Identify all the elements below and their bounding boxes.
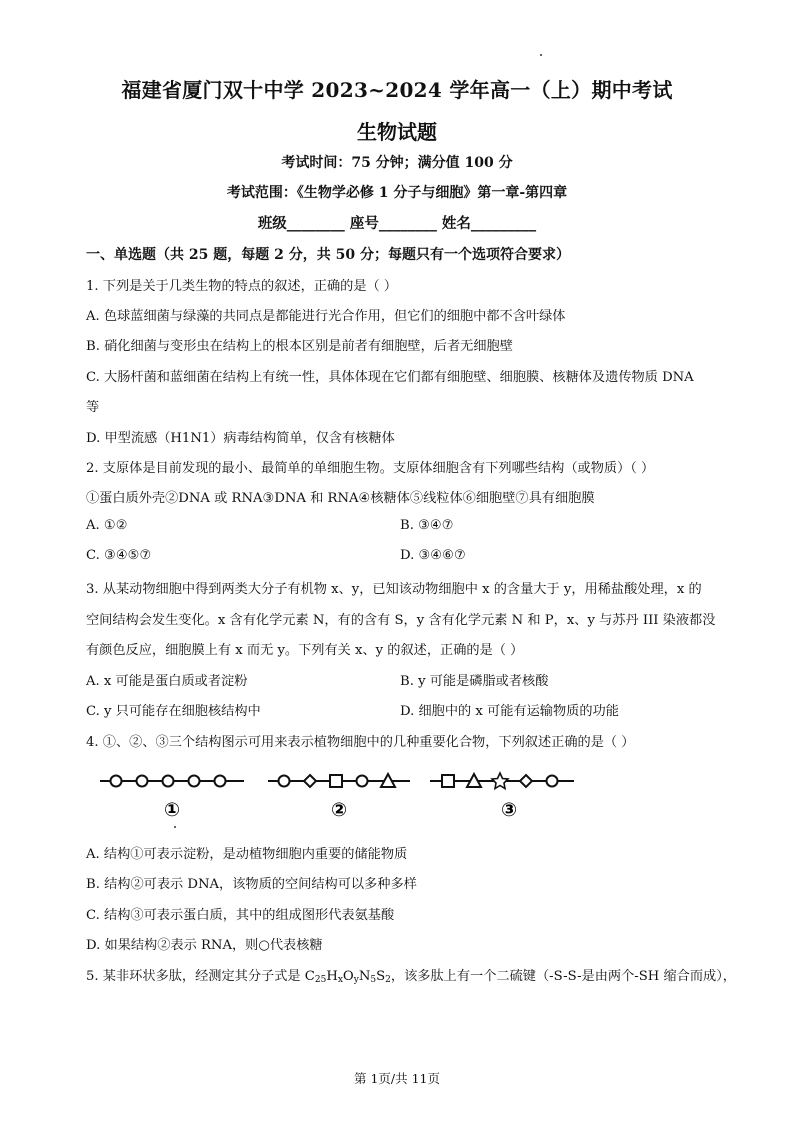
structure-1-chain <box>100 776 244 787</box>
exam-title: 福建省厦门双十中学 2023~2024 学年高一（上）期中考试 <box>121 78 673 102</box>
q4-option-a: A. 结构①可表示淀粉，是动植物细胞内重要的储能物质 <box>86 847 408 862</box>
formula-h: H <box>326 969 338 984</box>
q5-stem-prefix: 5. 某非环状多肽，经测定其分子式是 C <box>86 969 315 984</box>
q3-stem-line2: 空间结构会发生变化。x 含有化学元素 N，有的含有 S，y 含有化学元素 N 和 P，x、y 与苏丹 III 染液都没 <box>86 613 716 628</box>
formula-sub-c: 25 <box>314 975 327 985</box>
q3-option-a: A. x 可能是蛋白质或者淀粉 <box>86 674 248 689</box>
exam-time-info: 考试时间：75 分钟；满分值 100 分 <box>281 155 513 171</box>
section-heading: 一、单选题（共 25 题，每题 2 分，共 50 分；每题只有一个选项符合要求） <box>86 247 570 263</box>
formula-sub-n: 5 <box>370 975 377 985</box>
structure-3-chain <box>430 773 574 789</box>
q2-option-c: C. ③④⑤⑦ <box>86 548 152 563</box>
q2-option-d: D. ③④⑥⑦ <box>400 548 466 563</box>
q1-stem: 1. 下列是关于几类生物的特点的叙述，正确的是（ ） <box>86 279 398 294</box>
formula-n: N <box>358 969 371 984</box>
q4-stem: 4. ①、②、③三个结构图示可用来表示植物细胞中的几种重要化合物，下列叙述正确的是（ ） <box>86 735 635 750</box>
q1-option-a: A. 色球蓝细菌与绿藻的共同点是都能进行光合作用，但它们的细胞中都不含叶绿体 <box>86 309 566 324</box>
q2-stem: 2. 支原体是目前发现的最小、最简单的单细胞生物。支原体细胞含有下列哪些结构（或物质）（ ） <box>86 461 655 476</box>
q1-option-c-cont: 等 <box>86 400 100 415</box>
scan-speck <box>174 826 176 828</box>
q2-option-a: A. ①② <box>86 518 128 533</box>
q4-option-b: B. 结构②可表示 DNA，该物质的空间结构可以多种多样 <box>86 877 417 892</box>
q4-option-c: C. 结构③可表示蛋白质，其中的组成图形代表氨基酸 <box>86 908 395 923</box>
scan-speck <box>540 54 542 56</box>
molecule-structure-diagram <box>96 768 596 824</box>
q3-stem-line1: 3. 从某动物细胞中得到两类大分子有机物 x、y，已知该动物细胞中 x 的含量大于 y，用稀盐酸处理，x 的 <box>86 582 702 597</box>
q2-option-b: B. ③④⑦ <box>400 518 454 533</box>
structure-2-chain <box>268 774 410 787</box>
structure-2-label: ② <box>330 799 348 821</box>
q2-items: ①蛋白质外壳②DNA 或 RNA③DNA 和 RNA④核糖体⑤线粒体⑥细胞壁⑦具有细胞膜 <box>86 491 595 506</box>
formula-o: O <box>342 969 354 984</box>
exam-scope: 考试范围：《生物学必修 1 分子与细胞》第一章-第四章 <box>226 185 568 201</box>
formula-sub-h: x <box>337 975 343 985</box>
q3-option-c: C. y 只可能存在细胞核结构中 <box>86 704 261 719</box>
q5-stem-suffix: ，该多肽上有一个二硫键（-S-S-是由两个-SH 缩合而成）， <box>390 969 736 984</box>
formula-s: S <box>376 969 386 984</box>
student-info-fields: 班级________ 座号________ 姓名_________ <box>257 215 537 232</box>
q4-option-d: D. 如果结构②表示 RNA，则○代表核糖 <box>86 938 323 953</box>
structure-1-label: ① <box>163 799 181 821</box>
subject-title: 生物试题 <box>357 120 437 144</box>
q3-stem-line3: 有颜色反应，细胞膜上有 x 而无 y。下列有关 x、y 的叙述，正确的是（ ） <box>86 643 524 658</box>
q1-option-b: B. 硝化细菌与变形虫在结构上的根本区别是前者有细胞壁，后者无细胞壁 <box>86 339 513 354</box>
formula-sub-s: 2 <box>385 975 391 985</box>
structure-3-label: ③ <box>500 799 518 821</box>
q3-option-d: D. 细胞中的 x 可能有运输物质的功能 <box>400 704 619 719</box>
q1-option-c: C. 大肠杆菌和蓝细菌在结构上有统一性，具体体现在它们都有细胞壁、细胞膜、核糖体及遗传物质 DNA <box>86 370 694 385</box>
q1-option-d: D. 甲型流感（H1N1）病毒结构简单，仅含有核糖体 <box>86 431 395 446</box>
page-number: 第 1页/共 11页 <box>353 1071 441 1086</box>
q5-stem <box>86 965 736 985</box>
formula-sub-o: y <box>353 975 359 985</box>
q3-option-b: B. y 可能是磷脂或者核酸 <box>400 674 549 689</box>
